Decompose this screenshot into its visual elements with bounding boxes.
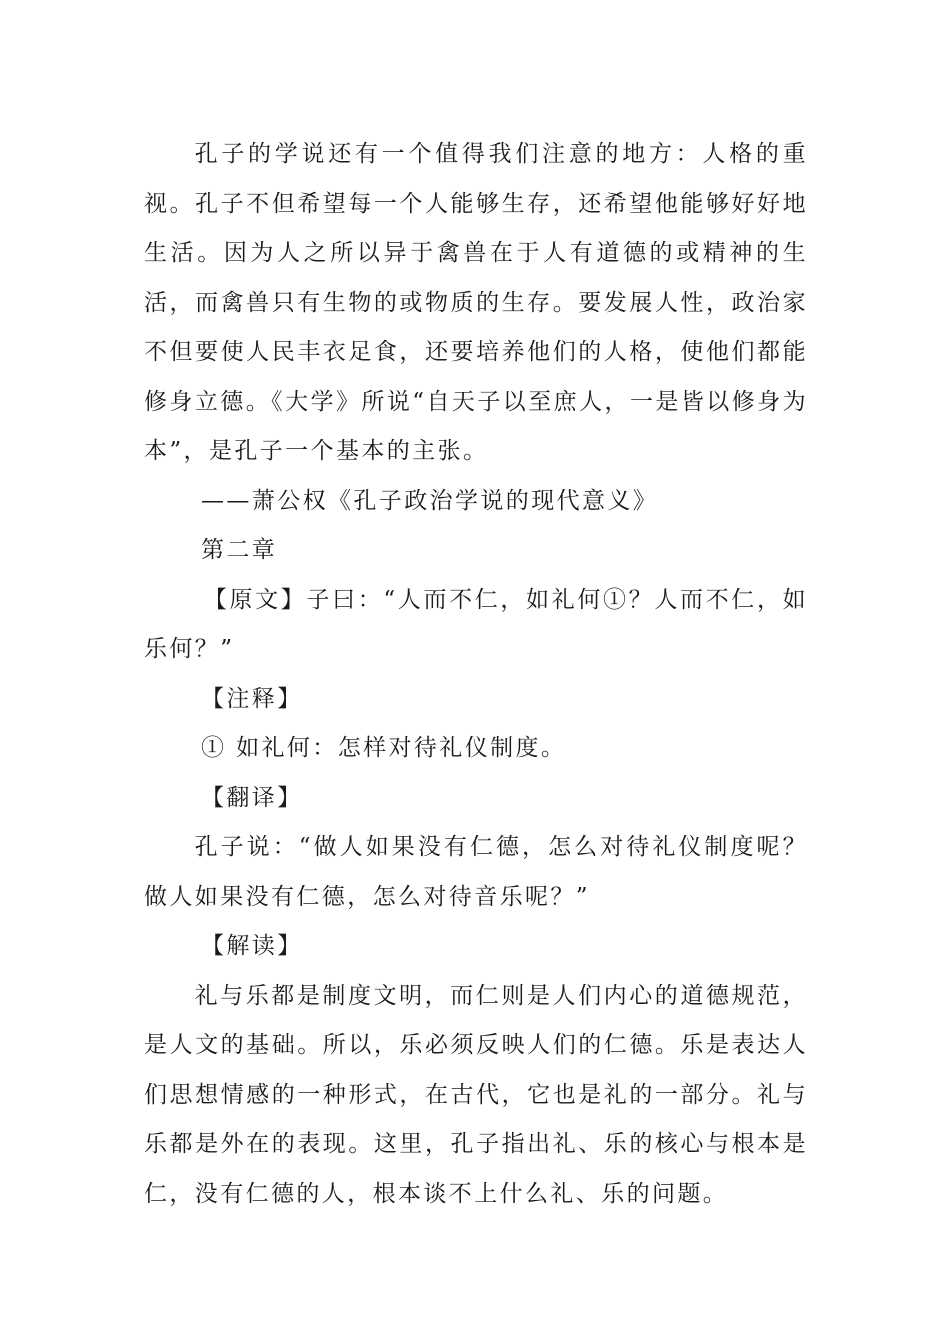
translation-text: 孔子说：“做人如果没有仁德，怎么对待礼仪制度呢？做人如果没有仁德，怎么对待音乐呢？” bbox=[144, 834, 808, 910]
note-item: ① 如礼何：怎样对待礼仪制度。 bbox=[201, 735, 567, 761]
intro-paragraph: 孔子的学说还有一个值得我们注意的地方：人格的重视。孔子不但希望每一个人能够生存，还希望他能够好好地生活。因为人之所以异于禽兽在于人有道德的或精神的生活，而禽兽只有生物的或物质的生存。要发展人性，政治家不但要使人民丰衣足食，还要培养他们的人格，使他们都能修身立德。《大学》所说“自天子以至庶人，一是皆以修身为本”，是孔子一个基本的主张。 bbox=[144, 141, 808, 464]
attribution: ——萧公权《孔子政治学说的现代意义》 bbox=[201, 487, 659, 514]
translation-heading: 【翻译】 bbox=[201, 784, 303, 811]
original-text: 【原文】子曰：“人而不仁，如礼何①？人而不仁，如乐何？” bbox=[144, 586, 808, 662]
notes-heading: 【注释】 bbox=[201, 685, 303, 712]
document-page bbox=[144, 130, 808, 1219]
interpretation-heading: 【解读】 bbox=[201, 933, 303, 959]
chapter-heading: 第二章 bbox=[201, 537, 278, 563]
interpretation-text: 礼与乐都是制度文明，而仁则是人们内心的道德规范，是人文的基础。所以，乐必须反映人们的仁德。乐是表达人们思想情感的一种形式，在古代，它也是礼的一部分。礼与乐都是外在的表现。这里，孔子指出礼、乐的核心与根本是仁，没有仁德的人，根本谈不上什么礼、乐的问题。 bbox=[144, 982, 808, 1207]
